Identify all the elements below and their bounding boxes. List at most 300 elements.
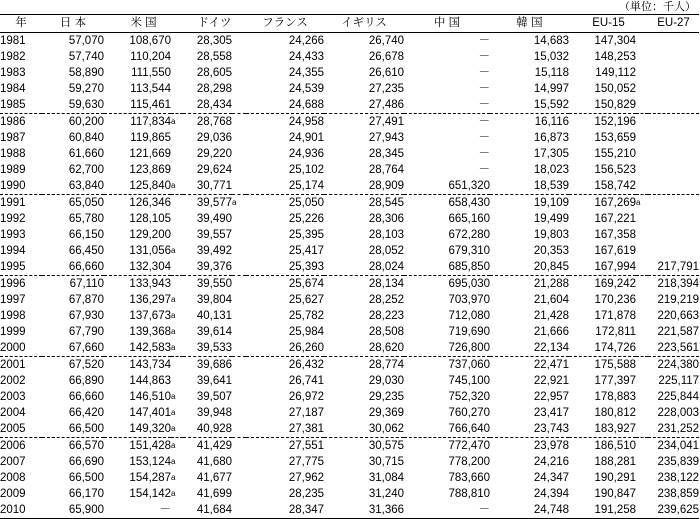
mark-eu15 <box>636 243 648 259</box>
cell-korea: 22,957 <box>533 391 570 403</box>
cell-france: 25,102 <box>288 164 325 176</box>
cell-france: 27,962 <box>288 472 325 484</box>
row-year: 1982 <box>0 51 26 63</box>
mark-germany <box>232 292 246 308</box>
cell-france: 24,355 <box>288 67 325 79</box>
cell-germany: 29,624 <box>196 164 233 176</box>
cell-china: － <box>478 116 491 128</box>
cell-france: 25,417 <box>288 245 325 257</box>
mark-germany <box>232 373 246 389</box>
mark-us: a <box>171 408 176 417</box>
cell-eu27 <box>648 130 699 146</box>
cell-france: 27,551 <box>288 440 325 452</box>
table-row <box>0 195 699 212</box>
cell-china: － <box>404 97 490 114</box>
mark-eu15 <box>636 324 648 340</box>
cell-korea: 22,471 <box>533 359 570 371</box>
cell-korea: 15,118 <box>534 67 570 79</box>
cell-eu15: 186,510 <box>594 440 637 452</box>
table-row <box>0 454 699 470</box>
cell-us: 132,304 <box>104 259 171 276</box>
cell-us: 111,550 <box>131 67 171 79</box>
cell-france: 24,266 <box>288 35 325 47</box>
cell-eu15: 188,281 <box>594 456 637 468</box>
cell-us: 108,670 <box>129 35 171 47</box>
cell-germany: 29,036 <box>196 132 233 144</box>
row-year: 2009 <box>0 488 26 500</box>
mark-germany <box>232 33 246 50</box>
cell-japan: 66,150 <box>68 229 104 241</box>
cell-japan: 66,500 <box>68 472 104 484</box>
mark-germany <box>232 178 246 195</box>
cell-china: － <box>478 83 491 95</box>
cell-germany: 41,429 <box>196 440 233 452</box>
table-row <box>0 438 699 455</box>
row-year: 1998 <box>0 310 26 322</box>
cell-uk: 28,545 <box>368 197 405 209</box>
cell-eu27: 231,252 <box>648 421 699 438</box>
mark-eu15 <box>636 97 648 114</box>
header-france: フランス <box>246 15 324 33</box>
cell-france: 24,688 <box>246 97 324 114</box>
table-row <box>0 502 699 519</box>
cell-china: 726,800 <box>404 340 490 357</box>
cell-us: － <box>104 502 171 519</box>
row-year: 1983 <box>0 67 26 79</box>
cell-korea: 14,683 <box>533 35 570 47</box>
cell-eu15: 158,742 <box>569 178 636 195</box>
cell-korea: 23,743 <box>490 421 569 438</box>
table-row <box>0 292 699 308</box>
cell-uk: 30,062 <box>324 421 404 438</box>
cell-japan: 66,420 <box>68 407 104 419</box>
cell-france: 25,226 <box>288 213 325 225</box>
cell-korea: 24,347 <box>533 472 570 484</box>
cell-germany: 39,550 <box>196 278 233 290</box>
cell-korea: 18,539 <box>490 178 569 195</box>
cell-korea: 21,288 <box>533 278 570 290</box>
row-year: 1994 <box>0 245 26 257</box>
cell-germany: 39,686 <box>196 359 233 371</box>
cell-korea: 19,109 <box>533 197 570 209</box>
cell-japan: 65,900 <box>42 502 104 519</box>
mark-eu15 <box>636 259 648 276</box>
row-year: 2007 <box>0 456 26 468</box>
mark-eu15 <box>636 292 648 308</box>
cell-uk: 28,508 <box>368 326 405 338</box>
cell-japan: 67,930 <box>68 310 104 322</box>
mark-germany <box>232 114 246 131</box>
cell-china: － <box>478 67 491 79</box>
cell-uk: 28,774 <box>368 359 405 371</box>
cell-japan: 67,660 <box>42 340 104 357</box>
table-row <box>0 243 699 259</box>
cell-japan: 63,840 <box>42 178 104 195</box>
mark-eu15 <box>636 114 648 131</box>
table-row <box>0 178 699 195</box>
cell-japan: 60,840 <box>68 132 104 144</box>
cell-japan: 66,660 <box>42 259 104 276</box>
cell-uk: 31,084 <box>368 472 405 484</box>
mark-us: a <box>171 457 176 466</box>
cell-eu27 <box>648 114 699 131</box>
cell-china: 745,100 <box>448 375 491 387</box>
cell-china: 783,660 <box>448 472 491 484</box>
cell-korea: 19,499 <box>533 213 570 225</box>
cell-germany: 29,220 <box>196 148 233 160</box>
cell-eu27 <box>648 146 699 162</box>
row-year: 1985 <box>0 97 42 114</box>
cell-eu15: 190,291 <box>594 472 637 484</box>
mark-eu15 <box>636 373 648 389</box>
table-row <box>0 357 699 374</box>
mark-germany <box>232 421 246 438</box>
cell-us: 139,368 <box>129 326 171 338</box>
mark-eu15 <box>636 470 648 486</box>
cell-eu15: 191,258 <box>569 502 636 519</box>
unit-note: （単位：千人） <box>619 1 696 13</box>
cell-eu15: 155,210 <box>594 148 637 160</box>
mark-us <box>171 227 183 243</box>
cell-germany: 28,605 <box>196 67 233 79</box>
row-year: 1995 <box>0 259 42 276</box>
cell-france: 26,260 <box>246 340 324 357</box>
cell-eu27 <box>648 49 699 65</box>
row-year: 1992 <box>0 213 26 225</box>
cell-eu15: 177,397 <box>594 375 637 387</box>
cell-uk: 27,235 <box>368 83 405 95</box>
row-year: 2008 <box>0 472 26 484</box>
mark-eu15 <box>636 227 648 243</box>
table-row <box>0 146 699 162</box>
cell-uk: 28,764 <box>368 164 405 176</box>
header-korea: 韓 国 <box>490 15 569 33</box>
cell-germany: 39,948 <box>196 407 233 419</box>
cell-uk: 28,345 <box>368 148 405 160</box>
cell-germany: 39,507 <box>196 391 233 403</box>
cell-germany: 39,557 <box>196 229 233 241</box>
cell-uk: 31,240 <box>368 488 405 500</box>
row-year: 1981 <box>0 35 26 47</box>
cell-china: 712,080 <box>448 310 491 322</box>
cell-eu27: 238,859 <box>657 488 700 500</box>
cell-eu15: 167,619 <box>594 245 637 257</box>
cell-korea: 19,803 <box>533 229 570 241</box>
cell-japan: 57,070 <box>68 35 104 47</box>
cell-france: 25,674 <box>288 278 325 290</box>
mark-us: a <box>171 392 176 401</box>
cell-korea: 24,216 <box>533 456 570 468</box>
cell-france: 24,539 <box>288 83 325 95</box>
cell-japan: 67,110 <box>69 278 104 290</box>
cell-eu15: 149,112 <box>595 67 637 79</box>
cell-eu15: 174,726 <box>569 340 636 357</box>
cell-eu15: 180,812 <box>594 407 637 419</box>
cell-eu15: 167,994 <box>569 259 636 276</box>
cell-uk: 29,030 <box>368 375 405 387</box>
cell-eu27: 234,041 <box>657 440 700 452</box>
cell-china: 752,320 <box>448 391 491 403</box>
cell-eu15: 172,811 <box>595 326 637 338</box>
mark-us <box>171 502 183 519</box>
cell-france: 25,627 <box>288 294 325 306</box>
mark-eu15 <box>636 162 648 178</box>
mark-eu15 <box>636 486 648 502</box>
mark-germany <box>232 146 246 162</box>
cell-eu15: 167,269 <box>594 197 637 209</box>
cell-eu27 <box>648 227 699 243</box>
cell-eu15: 167,221 <box>594 213 637 225</box>
table-row <box>0 421 699 438</box>
cell-france: 28,235 <box>288 488 325 500</box>
table-row <box>0 389 699 405</box>
mark-us: a <box>171 473 176 482</box>
cell-eu27: 225,117 <box>658 375 700 387</box>
mark-us: a <box>171 441 176 450</box>
cell-china: 665,160 <box>448 213 491 225</box>
table-row <box>0 211 699 227</box>
cell-japan: 58,890 <box>68 67 104 79</box>
mark-eu15: a <box>636 198 641 207</box>
mark-eu15 <box>636 405 648 421</box>
cell-china: 685,850 <box>404 259 490 276</box>
cell-eu27: 225,844 <box>657 391 700 403</box>
cell-eu27: 228,003 <box>657 407 700 419</box>
mark-us <box>171 357 183 374</box>
mark-germany <box>232 470 246 486</box>
header-china: 中 国 <box>404 15 490 33</box>
cell-us: 115,461 <box>104 97 171 114</box>
mark-us <box>171 211 183 227</box>
cell-japan: 57,740 <box>68 51 104 63</box>
cell-germany: 41,684 <box>183 502 232 519</box>
cell-uk: 27,943 <box>368 132 405 144</box>
mark-germany <box>232 97 246 114</box>
cell-germany: 39,376 <box>183 259 232 276</box>
cell-france: 25,393 <box>246 259 324 276</box>
mark-germany <box>232 308 246 324</box>
mark-eu15 <box>636 308 648 324</box>
cell-korea: 15,592 <box>490 97 569 114</box>
cell-uk: 27,486 <box>324 97 404 114</box>
cell-china: 778,200 <box>448 456 491 468</box>
mark-us <box>171 259 183 276</box>
cell-korea: 15,032 <box>533 51 570 63</box>
cell-china: 719,690 <box>448 326 491 338</box>
cell-uk: 27,491 <box>368 116 405 128</box>
cell-eu15: 153,659 <box>594 132 637 144</box>
cell-us: 144,863 <box>129 375 171 387</box>
cell-eu27 <box>648 243 699 259</box>
cell-japan: 67,870 <box>68 294 104 306</box>
cell-uk: 30,575 <box>368 440 405 452</box>
cell-eu27 <box>648 178 699 195</box>
mark-us <box>171 49 183 65</box>
cell-china: － <box>478 148 491 160</box>
cell-uk: 28,024 <box>324 259 404 276</box>
cell-us: 153,124 <box>129 456 171 468</box>
cell-korea: 24,748 <box>490 502 569 519</box>
cell-germany: 39,533 <box>183 340 232 357</box>
row-year: 1987 <box>0 132 26 144</box>
table-row <box>0 162 699 178</box>
cell-korea: 22,921 <box>533 375 570 387</box>
cell-korea: 21,604 <box>533 294 570 306</box>
cell-eu27 <box>648 81 699 97</box>
cell-korea: 22,134 <box>490 340 569 357</box>
cell-japan: 66,500 <box>42 421 104 438</box>
cell-uk: 28,620 <box>324 340 404 357</box>
cell-germany: 28,768 <box>196 116 233 128</box>
mark-us <box>171 146 183 162</box>
cell-us: 119,865 <box>130 132 171 144</box>
cell-china: 695,030 <box>448 278 491 290</box>
cell-us: 131,056 <box>129 245 171 257</box>
cell-eu15: 148,253 <box>594 51 637 63</box>
row-year: 2002 <box>0 375 26 387</box>
cell-china: 703,970 <box>448 294 491 306</box>
cell-eu15: 150,829 <box>569 97 636 114</box>
mark-us <box>171 130 183 146</box>
cell-japan: 65,780 <box>68 213 104 225</box>
cell-germany: 39,577 <box>196 197 233 209</box>
row-year: 1996 <box>0 278 26 290</box>
cell-us: 147,401 <box>129 407 171 419</box>
cell-japan: 61,660 <box>68 148 104 160</box>
cell-germany: 39,804 <box>196 294 233 306</box>
cell-us: 117,834 <box>130 116 171 128</box>
cell-korea: 17,305 <box>533 148 570 160</box>
cell-japan: 66,170 <box>68 488 104 500</box>
table-row <box>0 405 699 421</box>
mark-us <box>171 195 183 212</box>
cell-us: 143,734 <box>129 359 171 371</box>
cell-uk: 28,052 <box>368 245 405 257</box>
cell-japan: 60,200 <box>68 116 104 128</box>
mark-eu15 <box>636 389 648 405</box>
cell-germany: 41,680 <box>196 456 233 468</box>
cell-us: 136,297 <box>129 294 171 306</box>
mark-germany <box>232 502 246 519</box>
mark-germany: a <box>232 198 237 207</box>
mark-us <box>171 276 183 293</box>
mark-germany <box>232 276 246 293</box>
cell-china: 679,310 <box>448 245 491 257</box>
cell-us: 137,673 <box>129 310 171 322</box>
row-year: 1984 <box>0 83 26 95</box>
cell-france: 26,741 <box>288 375 325 387</box>
cell-eu27: 223,561 <box>648 340 699 357</box>
cell-france: 25,782 <box>288 310 325 322</box>
header-us: 米 国 <box>104 15 183 33</box>
table-row <box>0 373 699 389</box>
cell-eu15: 147,304 <box>594 35 637 47</box>
table-row <box>0 259 699 276</box>
cell-korea: 23,417 <box>533 407 570 419</box>
cell-germany: 39,492 <box>196 245 233 257</box>
mark-us: a <box>171 295 176 304</box>
row-year: 1999 <box>0 326 26 338</box>
cell-germany: 28,434 <box>183 97 232 114</box>
mark-eu15 <box>636 130 648 146</box>
cell-eu27: 217,791 <box>648 259 699 276</box>
cell-uk: 26,678 <box>368 51 405 63</box>
row-year: 1993 <box>0 229 26 241</box>
mark-germany <box>232 324 246 340</box>
mark-germany <box>232 486 246 502</box>
cell-us: 110,204 <box>130 51 171 63</box>
mark-us <box>171 65 183 81</box>
table-row <box>0 130 699 146</box>
cell-uk: 28,909 <box>324 178 404 195</box>
cell-japan: 67,520 <box>68 359 104 371</box>
cell-germany: 28,558 <box>196 51 233 63</box>
cell-germany: 28,298 <box>196 83 233 95</box>
mark-us: a <box>171 311 176 320</box>
cell-us: 129,200 <box>129 229 171 241</box>
mark-germany <box>232 243 246 259</box>
cell-france: 24,433 <box>288 51 325 63</box>
cell-japan: 65,050 <box>68 197 104 209</box>
cell-eu15: 170,236 <box>594 294 637 306</box>
cell-us: 126,346 <box>129 197 171 209</box>
cell-eu27: 218,394 <box>657 278 700 290</box>
cell-eu15: 156,523 <box>594 164 637 176</box>
cell-china: 760,270 <box>448 407 491 419</box>
table-row <box>0 340 699 357</box>
cell-china: 658,430 <box>448 197 491 209</box>
cell-france: 24,936 <box>288 148 325 160</box>
cell-korea: 24,394 <box>533 488 570 500</box>
row-year: 2005 <box>0 421 42 438</box>
cell-korea: 14,997 <box>533 83 570 95</box>
header-uk: イギリス <box>324 15 404 33</box>
mark-eu15 <box>636 454 648 470</box>
cell-japan: 66,570 <box>68 440 104 452</box>
cell-china: － <box>478 51 491 63</box>
mark-eu15 <box>636 65 648 81</box>
mark-eu15 <box>636 178 648 195</box>
cell-germany: 30,771 <box>183 178 232 195</box>
cell-eu15: 169,242 <box>594 278 637 290</box>
mark-us: a <box>171 489 176 498</box>
mark-eu15 <box>636 146 648 162</box>
cell-france: 28,347 <box>246 502 324 519</box>
cell-us: 121,669 <box>129 148 171 160</box>
cell-eu27 <box>648 33 699 50</box>
cell-eu27: 219,219 <box>657 294 700 306</box>
mark-eu15 <box>636 502 648 519</box>
cell-us: 146,510 <box>129 391 171 403</box>
mark-eu15 <box>636 33 648 50</box>
header-eu27: EU-27 <box>648 15 699 33</box>
mark-us: a <box>171 421 183 438</box>
cell-japan: 66,660 <box>68 391 104 403</box>
row-year: 2010 <box>0 502 42 519</box>
cell-germany: 28,305 <box>196 35 233 47</box>
mark-germany <box>232 162 246 178</box>
cell-eu27: 239,625 <box>648 502 699 519</box>
mark-eu15 <box>636 276 648 293</box>
cell-china: 766,640 <box>404 421 490 438</box>
cell-eu27: 220,663 <box>657 310 700 322</box>
cell-germany: 40,131 <box>196 310 233 322</box>
cell-korea: 21,428 <box>533 310 570 322</box>
cell-us: 142,583 <box>104 340 171 357</box>
cell-us: 151,428 <box>129 440 171 452</box>
cell-us: 154,287 <box>129 472 171 484</box>
mark-germany <box>232 49 246 65</box>
